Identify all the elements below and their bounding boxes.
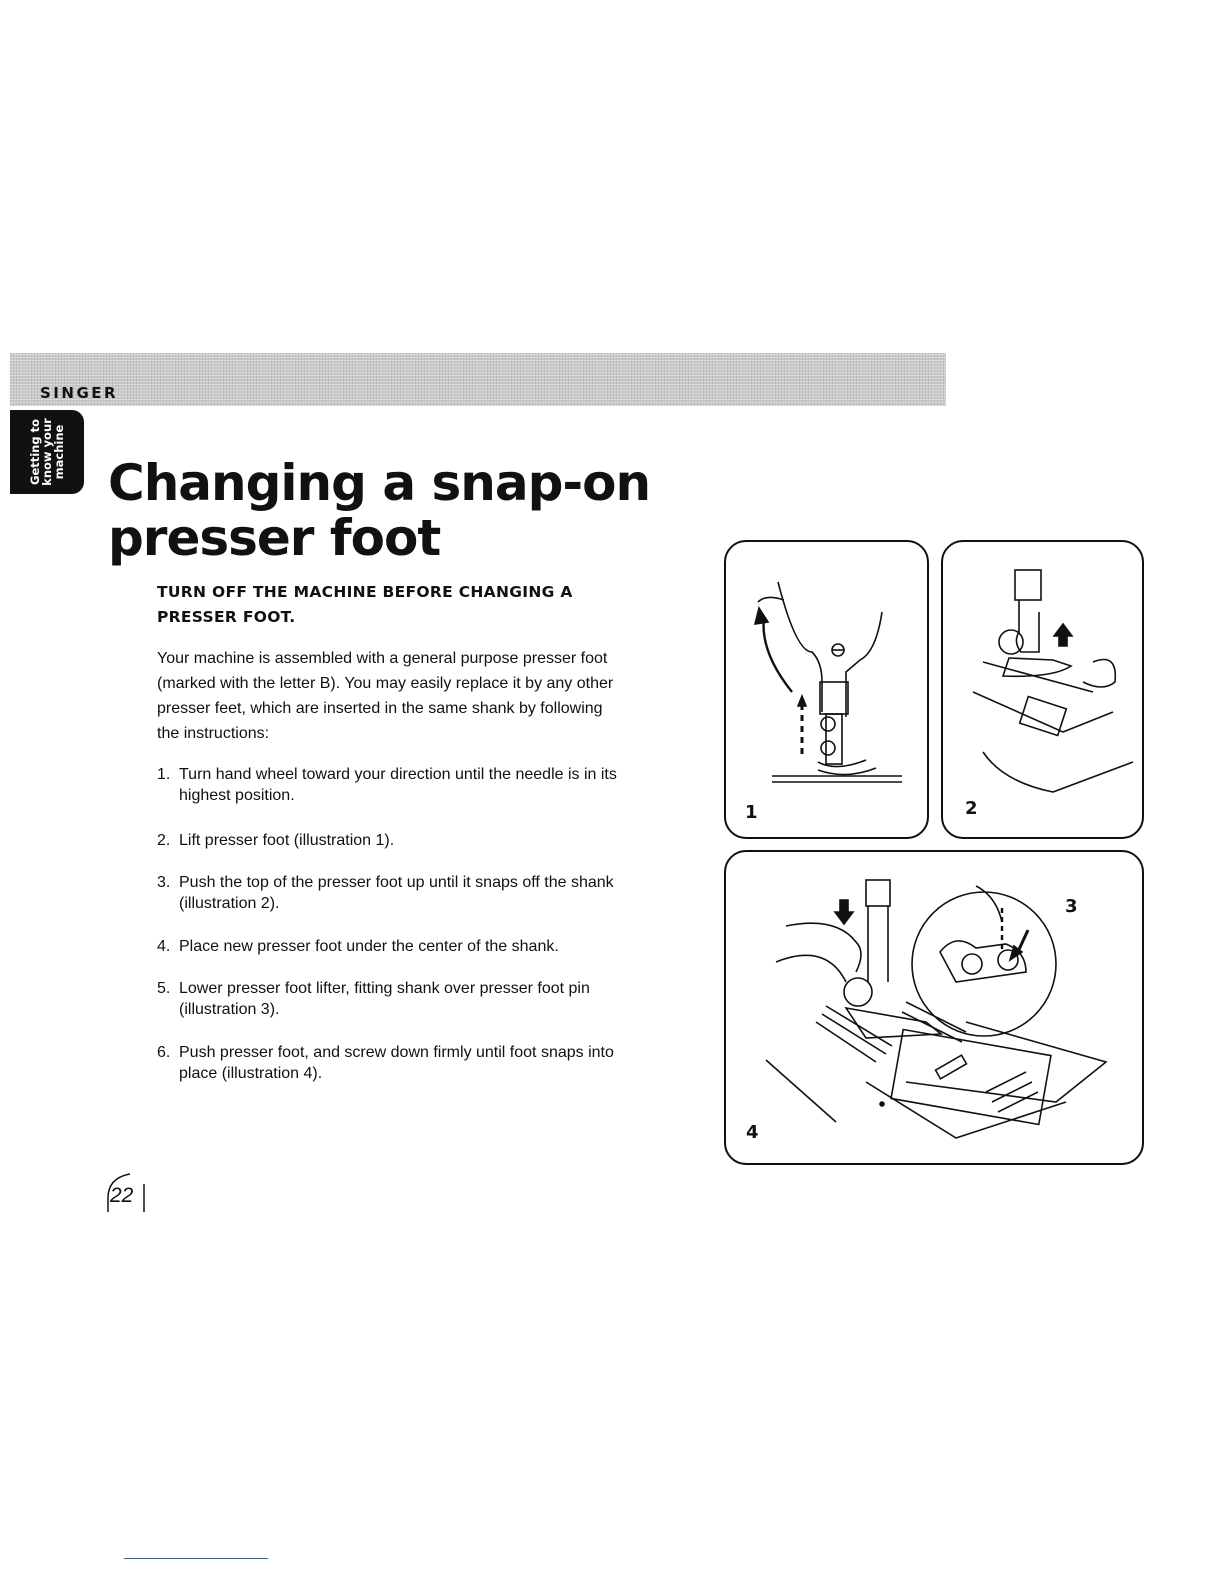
section-tab-line-3: machine — [52, 424, 66, 480]
illustration-3-4 — [724, 850, 1144, 1165]
step-item — [157, 978, 617, 1020]
section-tab-line-2: know your — [40, 418, 54, 486]
illustration-1 — [724, 540, 929, 839]
illustration-1-label: 1 — [745, 802, 758, 823]
header-band — [10, 353, 946, 406]
page-number-text: 22 — [110, 1184, 134, 1207]
brand-logo: SINGER — [40, 384, 119, 402]
section-tab — [10, 410, 84, 494]
illustration-4-label: 4 — [746, 1122, 759, 1143]
step-number: 6. — [157, 1044, 171, 1061]
step-number: 5. — [157, 980, 171, 997]
step-number: 2. — [157, 832, 171, 849]
step-item — [157, 936, 559, 957]
presser-foot-lift-drawing — [726, 542, 927, 837]
step-item — [157, 764, 617, 806]
step-number: 3. — [157, 874, 171, 891]
step-text: Push the top of the presser foot up until it snaps off the shank (illustration 2). — [179, 874, 614, 912]
step-item — [157, 1042, 617, 1084]
step-text: Push presser foot, and screw down firmly until foot snaps into place (illustration 4). — [179, 1044, 614, 1082]
warning-line-1: TURN OFF THE MACHINE BEFORE CHANGING A — [157, 583, 573, 601]
step-number: 4. — [157, 938, 171, 955]
page-title-line-1: Changing a snap-on — [108, 454, 651, 512]
intro-paragraph: Your machine is assembled with a general purpose presser foot (marked with the letter B). You may easily replace it by any other presser feet, which are inserted in the same shank by following the instructions: — [157, 650, 614, 742]
warning-line-2: PRESSER FOOT. — [157, 608, 296, 626]
section-tab-label — [29, 418, 65, 486]
page-title-line-2: presser foot — [108, 509, 441, 567]
step-text: Place new presser foot under the center of the shank. — [179, 938, 559, 955]
step-text: Lift presser foot (illustration 1). — [179, 832, 395, 849]
section-tab-line-1: Getting to — [28, 419, 42, 485]
step-text: Turn hand wheel toward your direction until the needle is in its highest position. — [179, 766, 617, 804]
illustration-3-label: 3 — [1065, 896, 1078, 917]
presser-foot-attach-drawing — [726, 852, 1142, 1163]
step-text: Lower presser foot lifter, fitting shank over presser foot pin (illustration 3). — [179, 980, 590, 1018]
illustration-2-label: 2 — [965, 798, 978, 819]
presser-foot-snap-off-drawing — [943, 542, 1142, 837]
step-number: 1. — [157, 766, 171, 783]
illustration-2 — [941, 540, 1144, 839]
page-number — [104, 1172, 148, 1214]
footer-divider — [124, 1558, 268, 1559]
step-item — [157, 830, 394, 851]
page-title — [108, 456, 650, 566]
warning-text — [157, 580, 617, 630]
step-item — [157, 872, 617, 914]
